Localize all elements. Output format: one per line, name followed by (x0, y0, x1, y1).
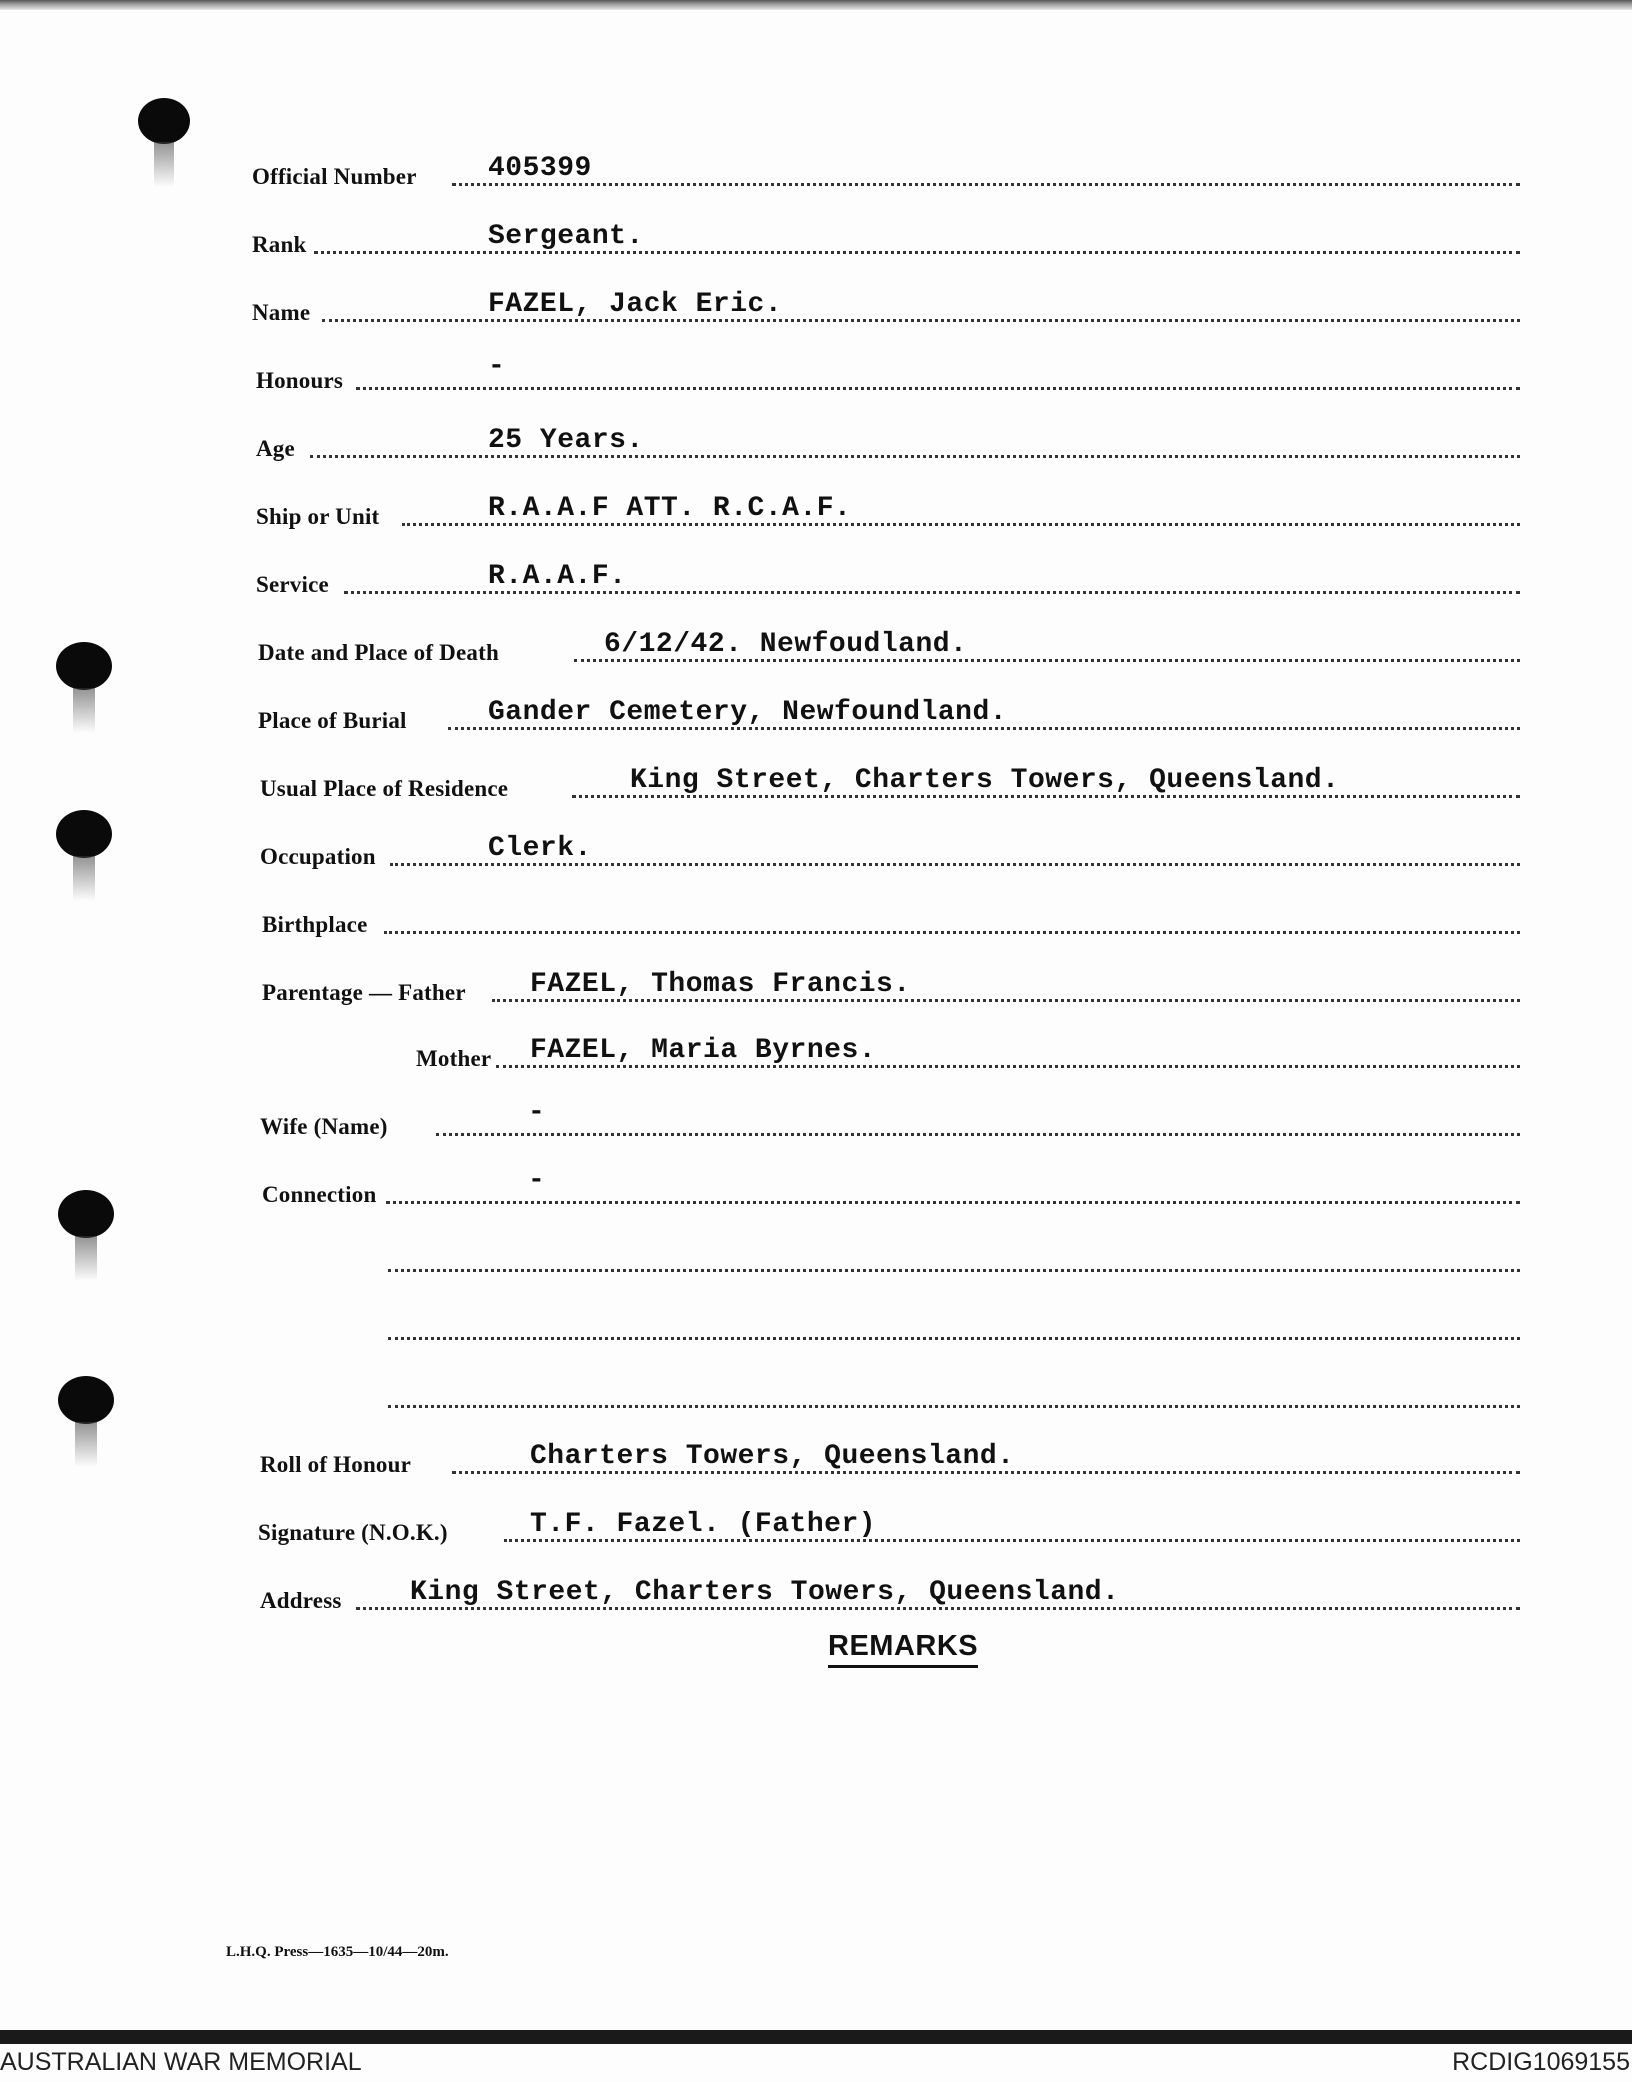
connection-blank-line (388, 1306, 1520, 1346)
field-label: Age (256, 436, 295, 461)
remarks-heading: REMARKS (828, 1630, 978, 1668)
field-parentage-mother (416, 1034, 1520, 1074)
punch-hole (56, 810, 112, 858)
dotted-line (384, 931, 1520, 934)
field-usual-residence (260, 764, 1520, 804)
field-value: 25 Years. (488, 425, 644, 456)
field-label: Occupation (260, 844, 376, 869)
field-parentage-father (262, 968, 1520, 1008)
field-value: FAZEL, Jack Eric. (488, 289, 783, 320)
field-label: Service (256, 572, 329, 597)
field-value: Gander Cemetery, Newfoundland. (488, 697, 1008, 728)
field-label: Signature (N.O.K.) (258, 1520, 448, 1545)
print-reference: L.H.Q. Press—1635—10/44—20m. (226, 1944, 449, 1960)
field-service (256, 560, 1520, 600)
field-name (252, 288, 1520, 328)
field-label: Official Number (252, 164, 417, 189)
field-value: - (488, 351, 506, 382)
field-value: 405399 (488, 153, 592, 184)
field-label: Wife (Name) (260, 1114, 388, 1139)
record-id: RCDIG1069155 (1452, 2048, 1630, 2076)
dotted-line (388, 1337, 1520, 1340)
connection-blank-line (388, 1238, 1520, 1278)
punch-hole (56, 642, 112, 690)
field-place-of-burial (258, 696, 1520, 736)
field-value: FAZEL, Thomas Francis. (530, 969, 911, 1000)
field-label: Usual Place of Residence (260, 776, 509, 801)
field-official-number (252, 152, 1520, 192)
scan-bottom-edge (0, 2030, 1632, 2044)
field-label: Honours (256, 368, 344, 393)
field-value: King Street, Charters Towers, Queensland. (630, 765, 1340, 796)
field-label: Mother (416, 1046, 492, 1071)
field-label: Date and Place of Death (258, 640, 499, 665)
field-rank (252, 220, 1520, 260)
field-connection (262, 1165, 1520, 1210)
connection-blank-line (388, 1374, 1520, 1414)
field-age (256, 424, 1520, 464)
field-label: Ship or Unit (256, 504, 380, 529)
field-value: Sergeant. (488, 221, 644, 252)
field-occupation (260, 832, 1520, 872)
dotted-line (386, 1201, 1520, 1204)
punch-hole (58, 1190, 114, 1238)
field-value: 6/12/42. Newfoudland. (604, 629, 968, 660)
field-value: King Street, Charters Towers, Queensland. (410, 1577, 1120, 1608)
field-label: Birthplace (262, 912, 368, 937)
dotted-line (388, 1269, 1520, 1272)
field-label: Place of Burial (258, 708, 407, 733)
field-date-place-death (258, 628, 1520, 668)
field-label: Rank (252, 232, 307, 257)
dotted-line (452, 183, 1520, 186)
field-label: Roll of Honour (260, 1452, 412, 1477)
archive-name: AUSTRALIAN WAR MEMORIAL (0, 2048, 362, 2076)
field-label: Name (252, 300, 311, 325)
field-value: Charters Towers, Queensland. (530, 1441, 1015, 1472)
punch-hole (138, 98, 190, 144)
field-address (260, 1576, 1520, 1616)
field-value: T.F. Fazel. (Father) (530, 1509, 877, 1540)
dotted-line (436, 1133, 1520, 1136)
field-label: Connection (262, 1182, 377, 1207)
field-value: - (528, 1097, 546, 1128)
field-ship-or-unit (256, 492, 1520, 532)
field-roll-of-honour (260, 1440, 1520, 1480)
field-value: Clerk. (488, 833, 592, 864)
punch-hole (58, 1376, 114, 1424)
field-label: Parentage — Father (262, 980, 466, 1005)
field-value: FAZEL, Maria Byrnes. (530, 1035, 877, 1066)
field-label: Address (260, 1588, 342, 1613)
field-value: - (528, 1165, 546, 1196)
field-birthplace (262, 900, 1520, 940)
field-signature-nok (258, 1508, 1520, 1548)
field-value: R.A.A.F. (488, 561, 627, 592)
field-wife-name (260, 1097, 1520, 1142)
field-honours (256, 351, 1520, 396)
dotted-line (388, 1405, 1520, 1408)
field-value: R.A.A.F ATT. R.C.A.F. (488, 493, 852, 524)
dotted-line (356, 387, 1520, 390)
scan-top-edge (0, 0, 1632, 10)
